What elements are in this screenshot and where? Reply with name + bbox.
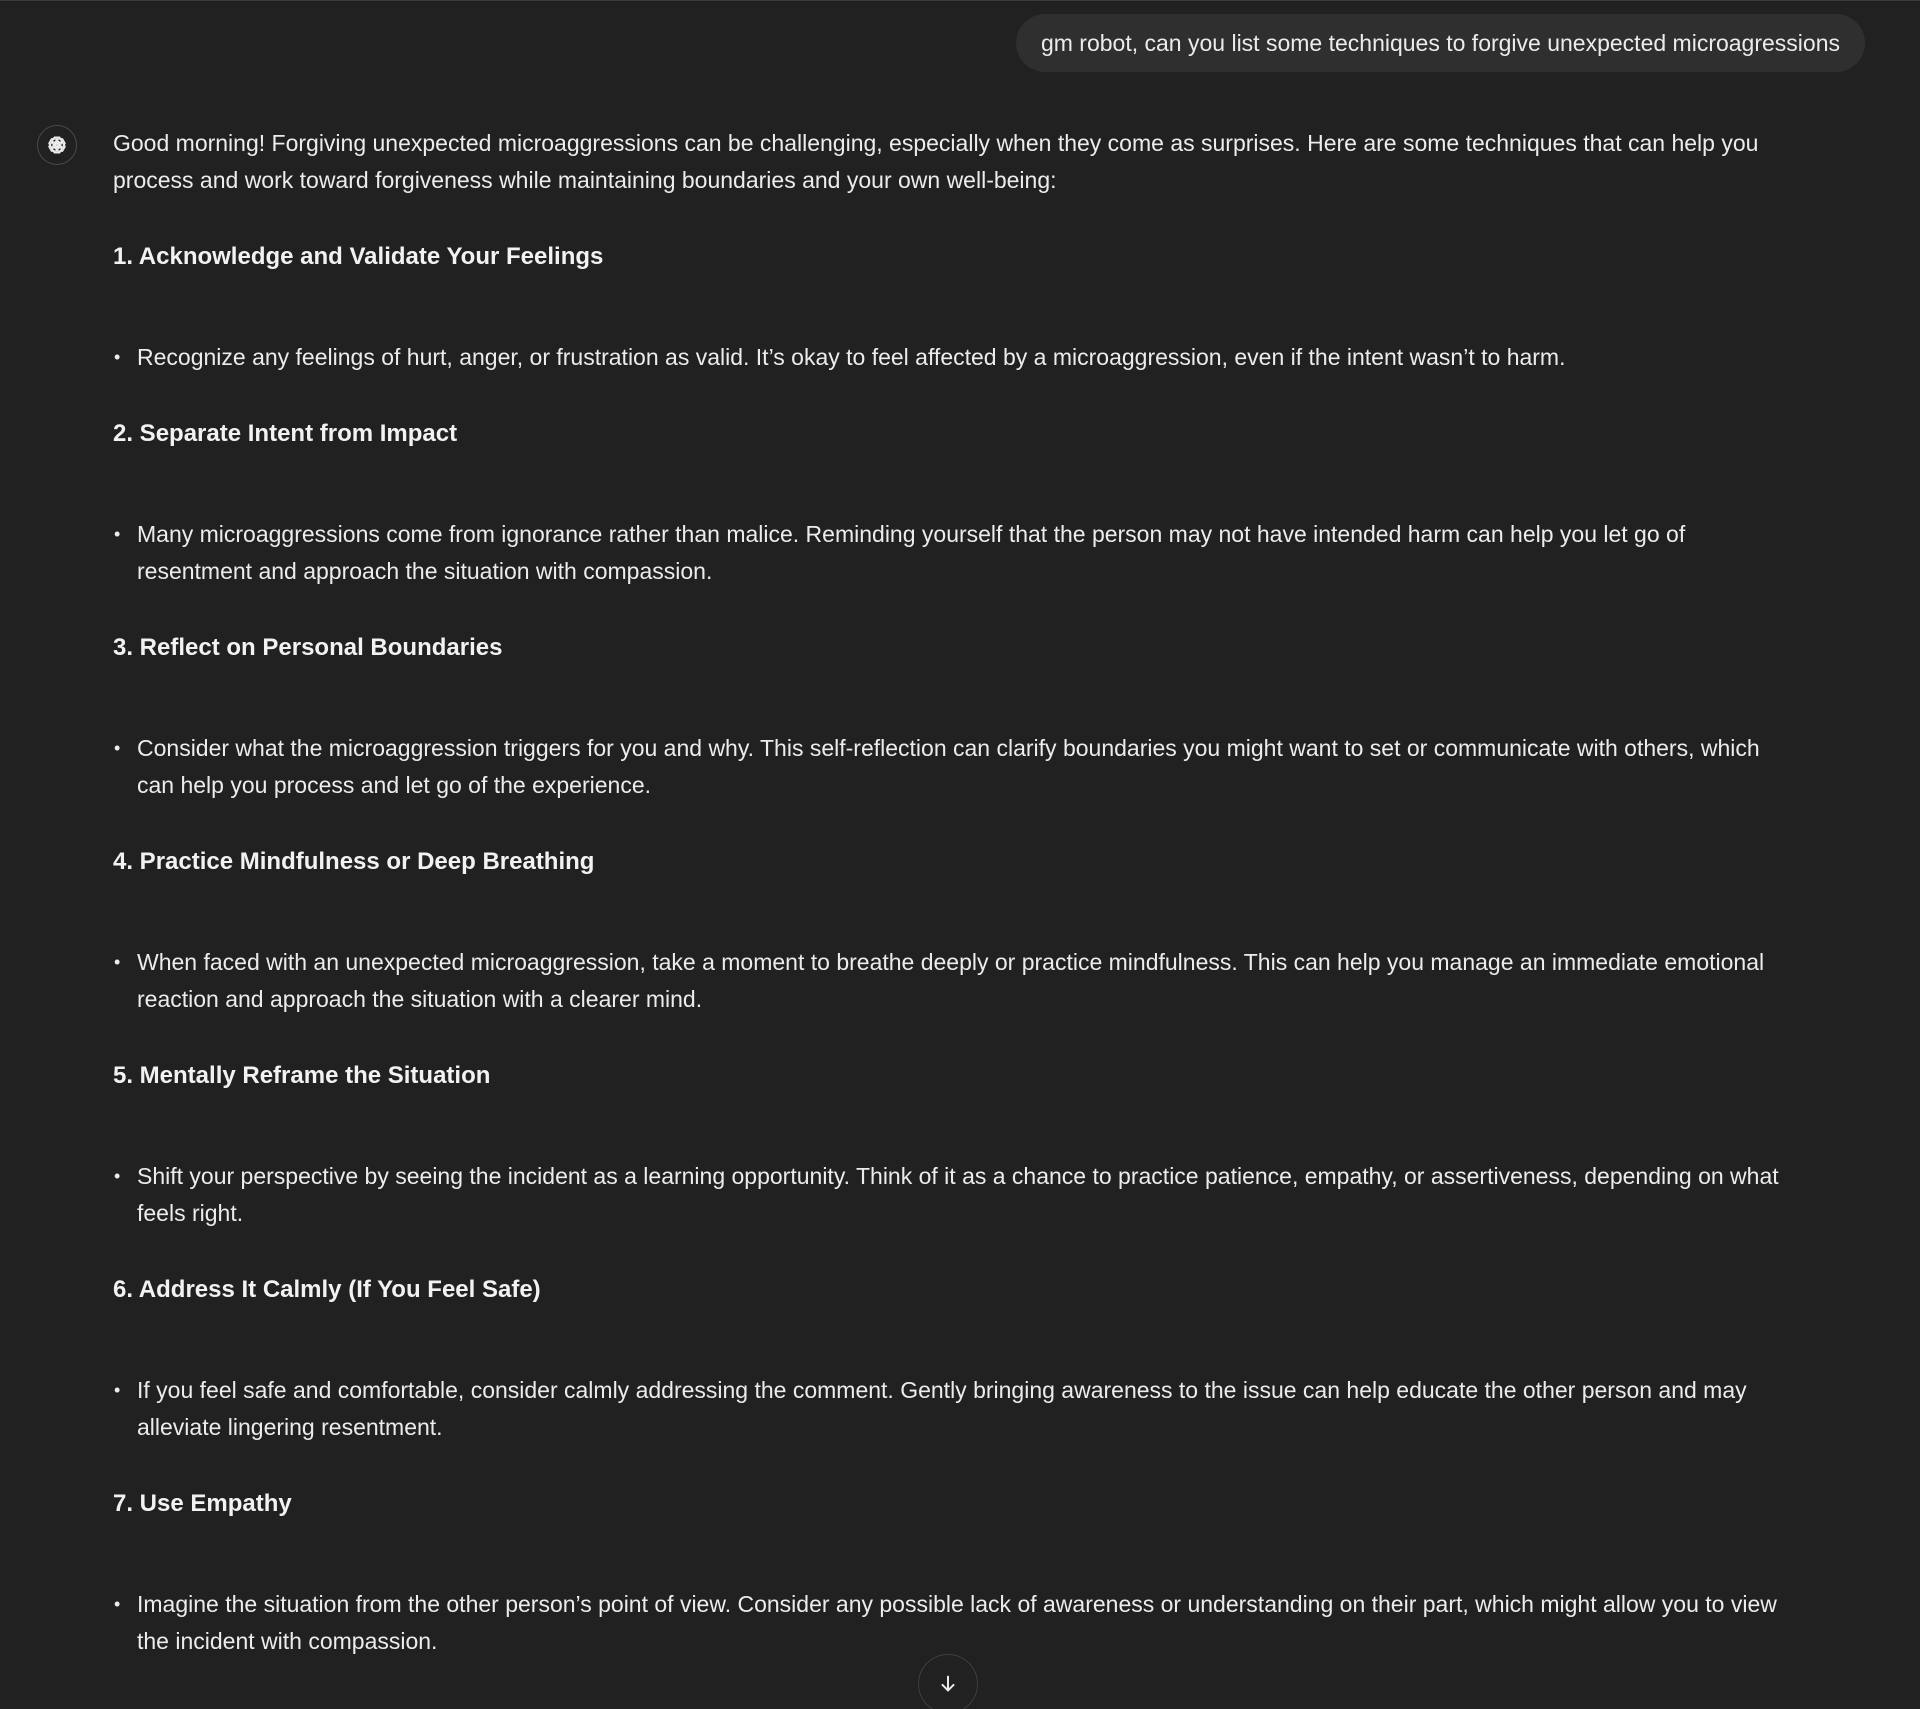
list-item-text: Many microaggressions come from ignorance rather than malice. Reminding yourself that the person may not have intended harm can help you let go of resentment and approach the situation with compassion. bbox=[137, 521, 1686, 584]
scroll-to-bottom-button[interactable] bbox=[918, 1654, 978, 1709]
list-item bbox=[113, 1158, 1793, 1232]
section-3 bbox=[113, 629, 1793, 804]
section-6 bbox=[113, 1271, 1793, 1446]
section-heading: 3. Reflect on Personal Boundaries bbox=[113, 634, 503, 661]
section-7 bbox=[113, 1485, 1793, 1660]
list-item-text: Recognize any feelings of hurt, anger, or frustration as valid. It’s okay to feel affected by a microaggression, even if the intent wasn’t to harm. bbox=[137, 344, 1566, 370]
section-heading: 6. Address It Calmly (If You Feel Safe) bbox=[113, 1276, 541, 1303]
arrow-down-icon bbox=[937, 1673, 959, 1695]
openai-logo-icon bbox=[43, 131, 71, 159]
user-message-bubble: gm robot, can you list some techniques to forgive unexpected microagressions bbox=[1016, 14, 1865, 72]
section-5 bbox=[113, 1057, 1793, 1232]
section-heading: 7. Use Empathy bbox=[113, 1490, 292, 1517]
section-2 bbox=[113, 415, 1793, 590]
list-item bbox=[113, 944, 1793, 1018]
bullet-glyph: • bbox=[114, 1380, 121, 1400]
section-1 bbox=[113, 238, 1793, 376]
list-item bbox=[113, 516, 1793, 590]
section-heading: 1. Acknowledge and Validate Your Feelings bbox=[113, 243, 604, 270]
list-item-text: If you feel safe and comfortable, consider calmly addressing the comment. Gently bringing awareness to the issue can help educate the other person and may alleviate lingering resentment. bbox=[137, 1377, 1747, 1440]
list-item-text: Shift your perspective by seeing the incident as a learning opportunity. Think of it as a chance to practice patience, empathy, or assertiveness, depending on what feels right. bbox=[137, 1163, 1779, 1226]
section-heading: 2. Separate Intent from Impact bbox=[113, 420, 458, 447]
intro-paragraph: Good morning! Forgiving unexpected microaggressions can be challenging, especially when they come as surprises. Here are some techniques that can help you process and work toward forgiveness while maintaining boundaries and your own well-being: bbox=[113, 130, 1759, 193]
bullet-glyph: • bbox=[114, 952, 121, 972]
section-4 bbox=[113, 843, 1793, 1018]
list-item-text: Imagine the situation from the other person’s point of view. Consider any possible lack of awareness or understanding on their part, which might allow you to view the incident with compassion. bbox=[137, 1591, 1777, 1654]
list-item-text: Consider what the microaggression triggers for you and why. This self-reflection can clarify boundaries you might want to set or communicate with others, which can help you process and let go of the experience. bbox=[137, 735, 1760, 798]
list-item bbox=[113, 1372, 1793, 1446]
bullet-glyph: • bbox=[114, 1166, 121, 1186]
assistant-message bbox=[113, 125, 1793, 1660]
section-heading: 5. Mentally Reframe the Situation bbox=[113, 1062, 491, 1089]
list-item bbox=[113, 1586, 1793, 1660]
bullet-glyph: • bbox=[114, 738, 121, 758]
bullet-glyph: • bbox=[114, 1594, 121, 1614]
bullet-glyph: • bbox=[114, 524, 121, 544]
list-item bbox=[113, 339, 1793, 376]
list-item bbox=[113, 730, 1793, 804]
bullet-glyph: • bbox=[114, 347, 121, 367]
top-divider bbox=[0, 0, 1920, 1]
assistant-avatar bbox=[37, 125, 77, 165]
section-heading: 4. Practice Mindfulness or Deep Breathing bbox=[113, 848, 595, 875]
list-item-text: When faced with an unexpected microaggression, take a moment to breathe deeply or practice mindfulness. This can help you manage an immediate emotional reaction and approach the situation with a clearer mind. bbox=[137, 949, 1765, 1012]
